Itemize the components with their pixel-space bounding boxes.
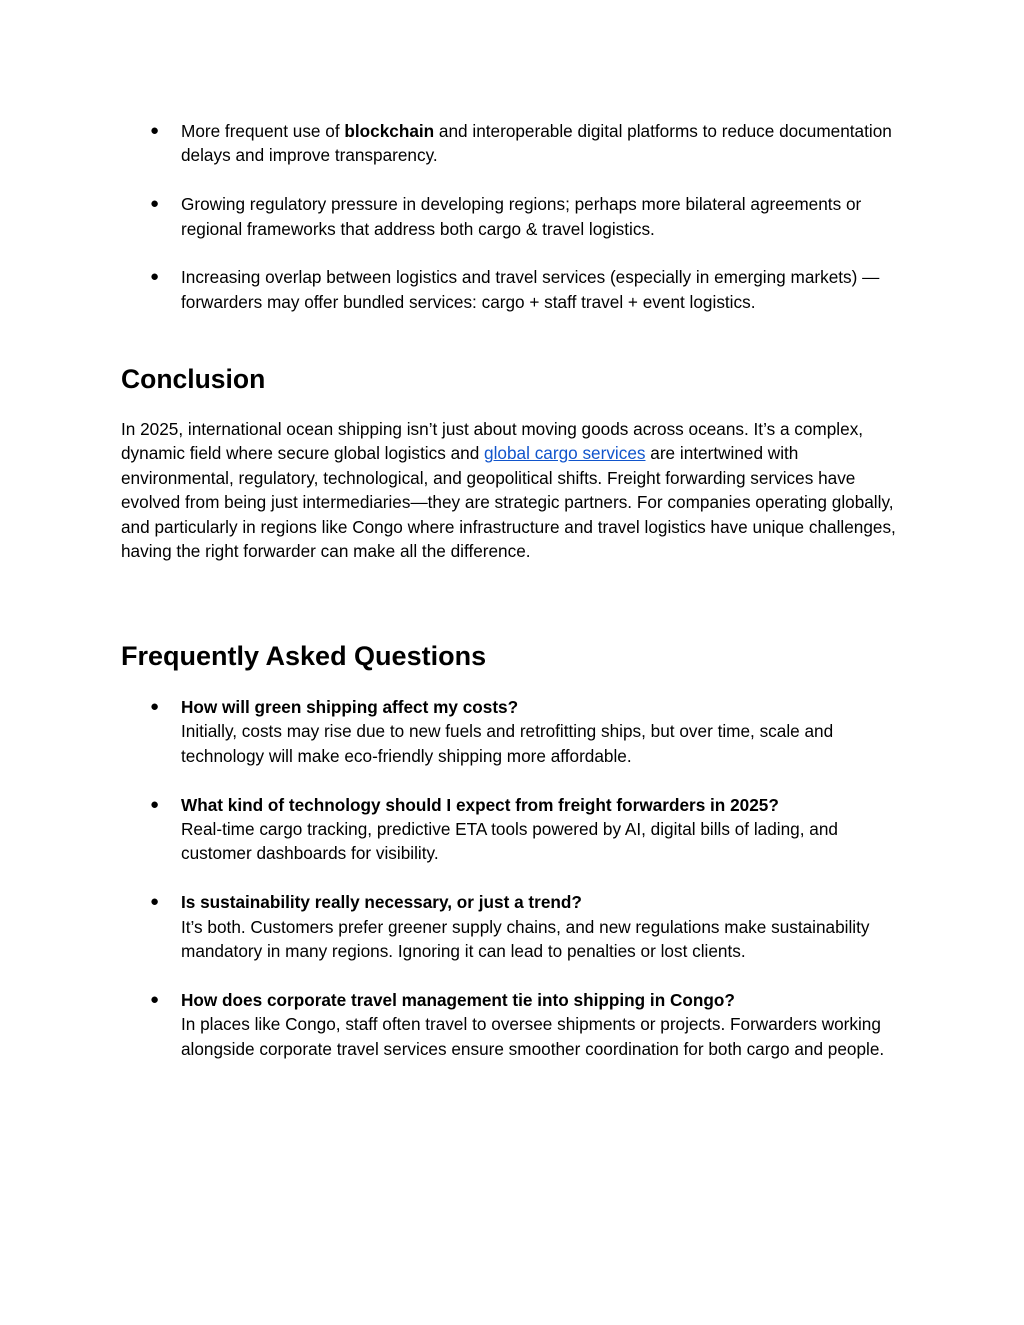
faq-question: Is sustainability really necessary, or just a trend? [181,892,582,913]
bullet-icon: ● [150,795,160,813]
list-item [150,265,910,314]
bullet-text: Increasing overlap between logistics and travel services (especially in emerging markets) — forwarders may offer bundled services: cargo + staff travel + event logistics. [181,267,880,312]
bullet-icon: ● [150,893,160,911]
faq-item [150,695,910,768]
list-item [150,192,910,241]
faq-answer: In places like Congo, staff often travel to oversee shipments or projects. Forwarders working alongside corporate travel services ensure smoother coordination for both cargo and people. [181,1014,885,1059]
list-item [150,119,910,168]
faq-answer: Real-time cargo tracking, predictive ETA tools powered by AI, digital bills of lading, and customer dashboards for visibility. [181,819,838,864]
faq-list [150,695,910,1085]
faq-item [150,793,910,866]
bullet-icon: ● [150,268,160,286]
bullet-icon: ● [150,195,160,213]
bullet-text: More frequent use of blockchain and interoperable digital platforms to reduce documentation delays and improve transparency. [181,121,892,166]
bullet-icon: ● [150,990,160,1008]
global-cargo-services-link[interactable]: global cargo services [484,443,646,464]
faq-item [150,988,910,1061]
bold-term: blockchain [344,121,435,141]
faq-heading: Frequently Asked Questions [121,641,487,671]
conclusion-paragraph: In 2025, international ocean shipping isn’t just about moving goods across oceans. It’s a complex, dynamic field where secure global logistics and global cargo services are intertwined with environmental, regulatory, technological, and geopolitical shifts. Freight forwarding services have evolved from being just intermediaries—they are strategic partners. For companies operating globally, and particularly in regions like Congo where infrastructure and travel logistics have unique challenges, having the right forwarder can make all the difference. [121,419,896,562]
bullet-text: Growing regulatory pressure in developing regions; perhaps more bilateral agreements or regional frameworks that address both cargo & travel logistics. [181,194,862,239]
conclusion-heading: Conclusion [121,364,266,394]
faq-answer: Initially, costs may rise due to new fuels and retrofitting ships, but over time, scale and technology will make eco-friendly shipping more affordable. [181,721,834,766]
faq-question: How will green shipping affect my costs? [181,697,519,717]
trends-bullet-list [150,119,910,339]
bullet-icon: ● [150,122,160,139]
faq-question: What kind of technology should I expect from freight forwarders in 2025? [181,794,779,815]
faq-question: How does corporate travel management tie into shipping in Congo? [181,989,735,1010]
faq-answer: It’s both. Customers prefer greener supply chains, and new regulations make sustainability mandatory in many regions. Ignoring it can lead to penalties or lost clients. [181,916,870,962]
bullet-icon: ● [150,698,160,715]
faq-item [150,890,910,963]
